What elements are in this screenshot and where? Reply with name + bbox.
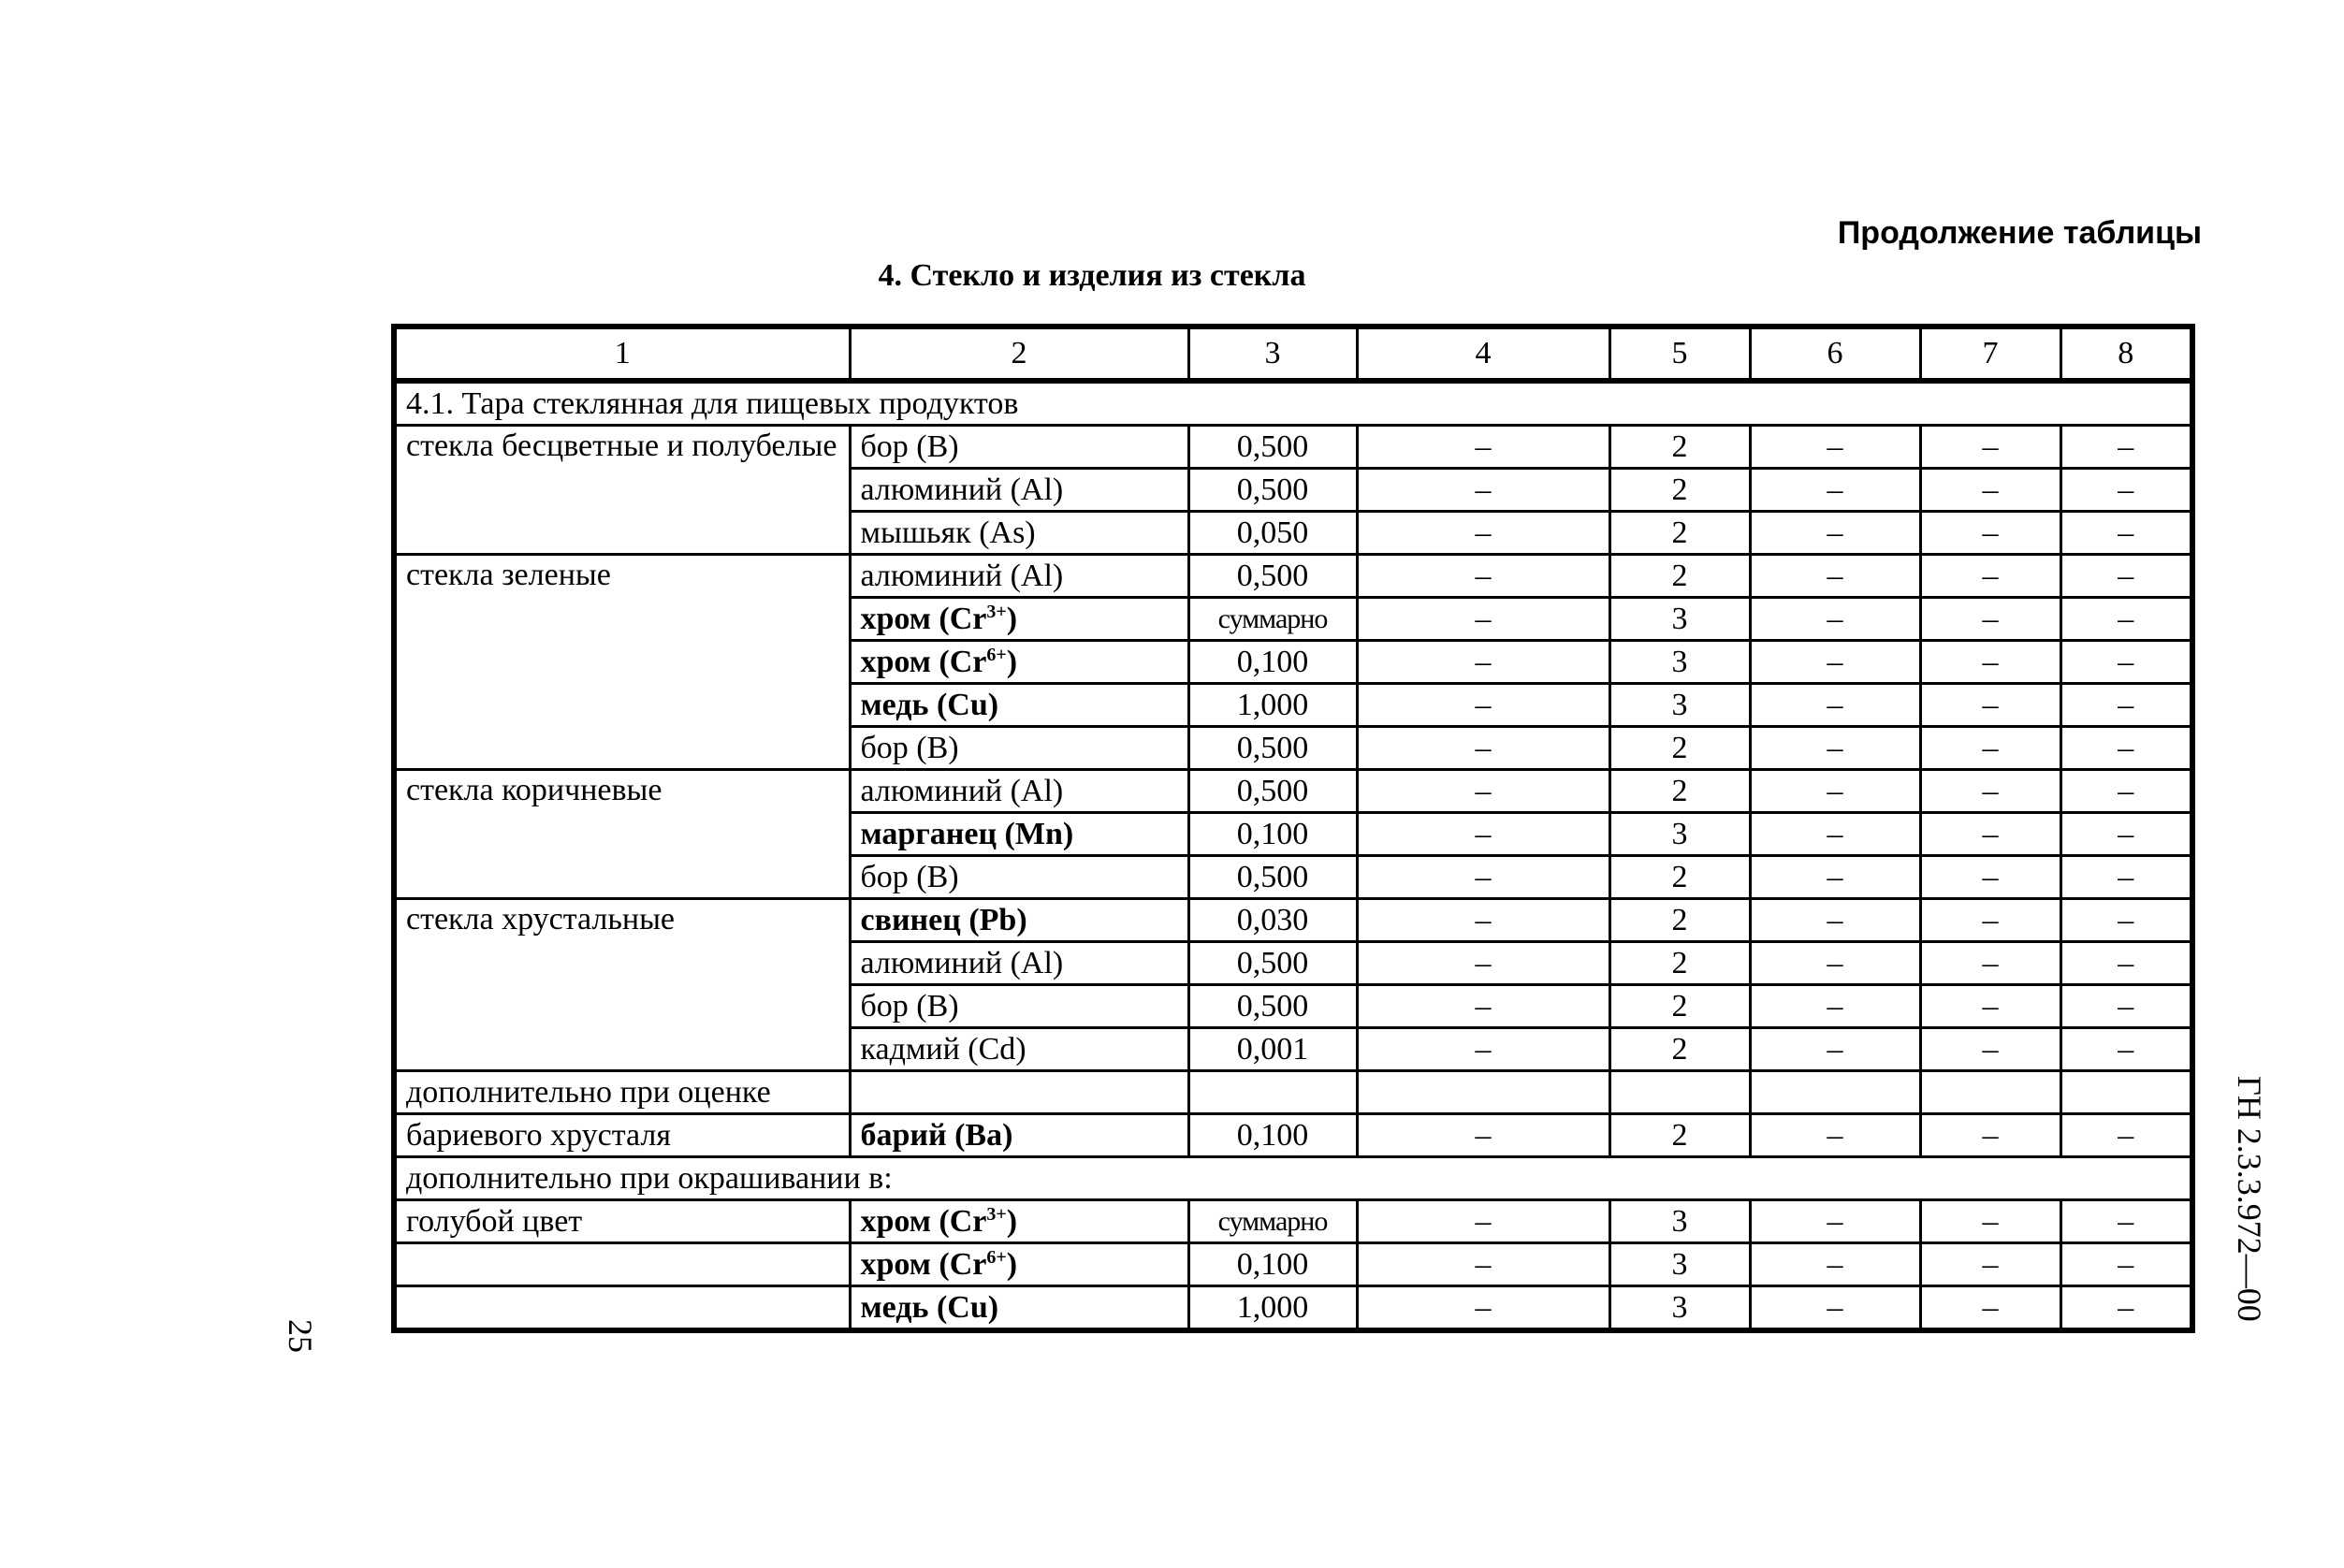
value-cell: –: [2060, 1286, 2192, 1331]
value-cell: –: [2060, 942, 2192, 985]
value-cell: –: [2060, 555, 2192, 598]
value-cell: –: [2060, 598, 2192, 641]
section-row: [394, 1157, 2192, 1200]
empty-cell: [1750, 1071, 1920, 1114]
value-cell: –: [1357, 985, 1609, 1028]
value-cell: 2: [1609, 1114, 1750, 1157]
substance-cell: алюминий (Al): [850, 770, 1188, 813]
substance-cell: бор (B): [850, 856, 1188, 899]
value-cell: –: [1920, 598, 2060, 641]
value-cell: 2: [1609, 856, 1750, 899]
value-cell: –: [1357, 641, 1609, 684]
value-cell: 3: [1609, 813, 1750, 856]
value-cell: –: [1750, 512, 1920, 555]
document-code: ГН 2.3.3.972—00: [2231, 1076, 2268, 1322]
empty-cell: [1188, 1071, 1357, 1114]
substance-cell: бор (B): [850, 727, 1188, 770]
value-cell: –: [1750, 856, 1920, 899]
value-cell: 0,500: [1188, 770, 1357, 813]
value-cell: –: [1357, 899, 1609, 942]
value-cell: –: [2060, 1200, 2192, 1243]
value-cell: 1,000: [1188, 684, 1357, 727]
table-row: [394, 770, 2192, 813]
value-cell: 3: [1609, 1243, 1750, 1286]
empty-cell: [394, 1243, 850, 1286]
substance-cell: алюминий (Al): [850, 942, 1188, 985]
value-cell: 0,500: [1188, 856, 1357, 899]
value-cell: –: [1750, 1028, 1920, 1071]
value-cell: –: [1920, 1200, 2060, 1243]
value-cell: 2: [1609, 899, 1750, 942]
value-cell: –: [1920, 1028, 2060, 1071]
value-cell: 0,100: [1188, 1114, 1357, 1157]
value-cell: –: [1357, 770, 1609, 813]
value-cell: –: [2060, 1243, 2192, 1286]
value-cell: 0,500: [1188, 426, 1357, 469]
value-cell: 0,500: [1188, 555, 1357, 598]
value-cell: 0,001: [1188, 1028, 1357, 1071]
substance-cell: хром $(Cr^{6+})$: [850, 1243, 1188, 1286]
substance-cell: бор (B): [850, 985, 1188, 1028]
value-cell: –: [2060, 985, 2192, 1028]
table-row: [394, 1200, 2192, 1243]
value-cell: 0,500: [1188, 469, 1357, 512]
value-cell: 3: [1609, 1200, 1750, 1243]
value-cell: 2: [1609, 555, 1750, 598]
group-label: стекла хрустальные: [394, 899, 850, 1071]
value-cell: –: [1357, 813, 1609, 856]
value-cell: –: [1750, 1200, 1920, 1243]
empty-cell: [1609, 1071, 1750, 1114]
value-cell: 0,100: [1188, 813, 1357, 856]
value-cell: –: [1920, 899, 2060, 942]
value-cell: –: [1750, 684, 1920, 727]
empty-cell: [850, 1071, 1188, 1114]
value-cell: –: [1920, 1114, 2060, 1157]
group-label: стекла бесцветные и полубелые: [394, 426, 850, 555]
section-heading: 4.1. Тара стеклянная для пищевых продуктов: [394, 381, 2192, 426]
value-cell: 0,100: [1188, 1243, 1357, 1286]
value-cell: –: [2060, 641, 2192, 684]
value-cell: –: [1750, 1243, 1920, 1286]
value-cell: –: [1357, 684, 1609, 727]
table-row: [394, 1243, 2192, 1286]
column-header: 2: [850, 327, 1188, 381]
value-cell: –: [1357, 598, 1609, 641]
column-header: 8: [2060, 327, 2192, 381]
column-header: 1: [394, 327, 850, 381]
value-cell: –: [1750, 641, 1920, 684]
continuation-label: Продолжение таблицы: [1837, 215, 2202, 251]
value-cell: –: [1920, 1243, 2060, 1286]
empty-cell: [2060, 1071, 2192, 1114]
empty-cell: [1920, 1071, 2060, 1114]
table-row: [394, 426, 2192, 469]
value-cell: –: [1750, 899, 1920, 942]
value-cell: –: [1920, 770, 2060, 813]
substance-cell: кадмий (Cd): [850, 1028, 1188, 1071]
value-cell: –: [1750, 555, 1920, 598]
empty-cell: [1357, 1071, 1609, 1114]
substance-cell: хром $(Cr^{3+})$: [850, 598, 1188, 641]
substance-cell: медь (Cu): [850, 1286, 1188, 1331]
value-cell: –: [1357, 942, 1609, 985]
value-cell: –: [1750, 469, 1920, 512]
value-cell: –: [1357, 1028, 1609, 1071]
value-cell: –: [1750, 1286, 1920, 1331]
value-cell: 3: [1609, 1286, 1750, 1331]
page-number: 25: [282, 1319, 319, 1353]
substance-cell: алюминий (Al): [850, 555, 1188, 598]
value-cell: суммарно: [1188, 1200, 1357, 1243]
group-label: стекла коричневые: [394, 770, 850, 899]
value-cell: 2: [1609, 727, 1750, 770]
column-header: 6: [1750, 327, 1920, 381]
value-cell: –: [1357, 1243, 1609, 1286]
value-cell: 0,500: [1188, 727, 1357, 770]
value-cell: –: [1357, 1200, 1609, 1243]
value-cell: 1,000: [1188, 1286, 1357, 1331]
value-cell: –: [1357, 426, 1609, 469]
value-cell: 3: [1609, 641, 1750, 684]
value-cell: –: [2060, 469, 2192, 512]
column-header: 4: [1357, 327, 1609, 381]
section-row: [394, 381, 2192, 426]
value-cell: 2: [1609, 1028, 1750, 1071]
value-cell: –: [2060, 1028, 2192, 1071]
value-cell: –: [1357, 856, 1609, 899]
table-row: [394, 1071, 2192, 1114]
table-row: [394, 1286, 2192, 1331]
group-label: дополнительно при оценке: [394, 1071, 850, 1114]
value-cell: –: [1357, 727, 1609, 770]
value-cell: –: [1920, 985, 2060, 1028]
substance-cell: алюминий (Al): [850, 469, 1188, 512]
value-cell: –: [1920, 469, 2060, 512]
value-cell: 0,050: [1188, 512, 1357, 555]
substance-cell: свинец (Pb): [850, 899, 1188, 942]
value-cell: –: [1750, 985, 1920, 1028]
value-cell: 0,500: [1188, 985, 1357, 1028]
value-cell: –: [1920, 856, 2060, 899]
empty-cell: [394, 1286, 850, 1331]
value-cell: –: [1920, 641, 2060, 684]
value-cell: –: [1750, 598, 1920, 641]
value-cell: –: [1920, 555, 2060, 598]
value-cell: –: [1920, 684, 2060, 727]
value-cell: 2: [1609, 770, 1750, 813]
group-label: стекла зеленые: [394, 555, 850, 770]
value-cell: 3: [1609, 684, 1750, 727]
value-cell: суммарно: [1188, 598, 1357, 641]
value-cell: –: [2060, 856, 2192, 899]
value-cell: –: [1750, 770, 1920, 813]
value-cell: –: [1920, 1286, 2060, 1331]
value-cell: –: [1357, 555, 1609, 598]
value-cell: –: [2060, 426, 2192, 469]
value-cell: 2: [1609, 469, 1750, 512]
substance-cell: медь (Cu): [850, 684, 1188, 727]
value-cell: –: [2060, 512, 2192, 555]
value-cell: –: [2060, 813, 2192, 856]
substance-cell: бор (B): [850, 426, 1188, 469]
value-cell: –: [1357, 512, 1609, 555]
column-header: 5: [1609, 327, 1750, 381]
value-cell: –: [1750, 1114, 1920, 1157]
column-header: 7: [1920, 327, 2060, 381]
value-cell: –: [2060, 1114, 2192, 1157]
value-cell: 0,030: [1188, 899, 1357, 942]
value-cell: –: [1357, 1286, 1609, 1331]
substance-cell: хром $(Cr^{6+})$: [850, 641, 1188, 684]
column-header: 3: [1188, 327, 1357, 381]
value-cell: 2: [1609, 426, 1750, 469]
value-cell: –: [1920, 727, 2060, 770]
value-cell: –: [1920, 426, 2060, 469]
value-cell: 2: [1609, 512, 1750, 555]
value-cell: –: [2060, 770, 2192, 813]
value-cell: –: [1920, 512, 2060, 555]
group-label: голубой цвет: [394, 1200, 850, 1243]
value-cell: –: [2060, 899, 2192, 942]
section-heading: дополнительно при окрашивании в:: [394, 1157, 2192, 1200]
table-row: [394, 555, 2192, 598]
value-cell: –: [1920, 942, 2060, 985]
value-cell: –: [1750, 426, 1920, 469]
substance-cell: барий (Ba): [850, 1114, 1188, 1157]
value-cell: –: [2060, 684, 2192, 727]
value-cell: –: [1750, 942, 1920, 985]
table-row: [394, 899, 2192, 942]
table-header-row: [394, 327, 2192, 381]
substance-cell: мышьяк (As): [850, 512, 1188, 555]
group-label: бариевого хрусталя: [394, 1114, 850, 1157]
value-cell: 0,500: [1188, 942, 1357, 985]
value-cell: –: [1920, 813, 2060, 856]
value-cell: –: [1357, 469, 1609, 512]
value-cell: –: [1357, 1114, 1609, 1157]
value-cell: 0,100: [1188, 641, 1357, 684]
limits-table: [391, 324, 2195, 1333]
value-cell: 3: [1609, 598, 1750, 641]
value-cell: –: [1750, 813, 1920, 856]
value-cell: –: [2060, 727, 2192, 770]
value-cell: 2: [1609, 942, 1750, 985]
substance-cell: марганец (Mn): [850, 813, 1188, 856]
table-title: 4. Стекло и изделия из стекла: [878, 258, 1306, 293]
value-cell: 2: [1609, 985, 1750, 1028]
table-row: [394, 1114, 2192, 1157]
substance-cell: хром $(Cr^{3+})$: [850, 1200, 1188, 1243]
value-cell: –: [1750, 727, 1920, 770]
